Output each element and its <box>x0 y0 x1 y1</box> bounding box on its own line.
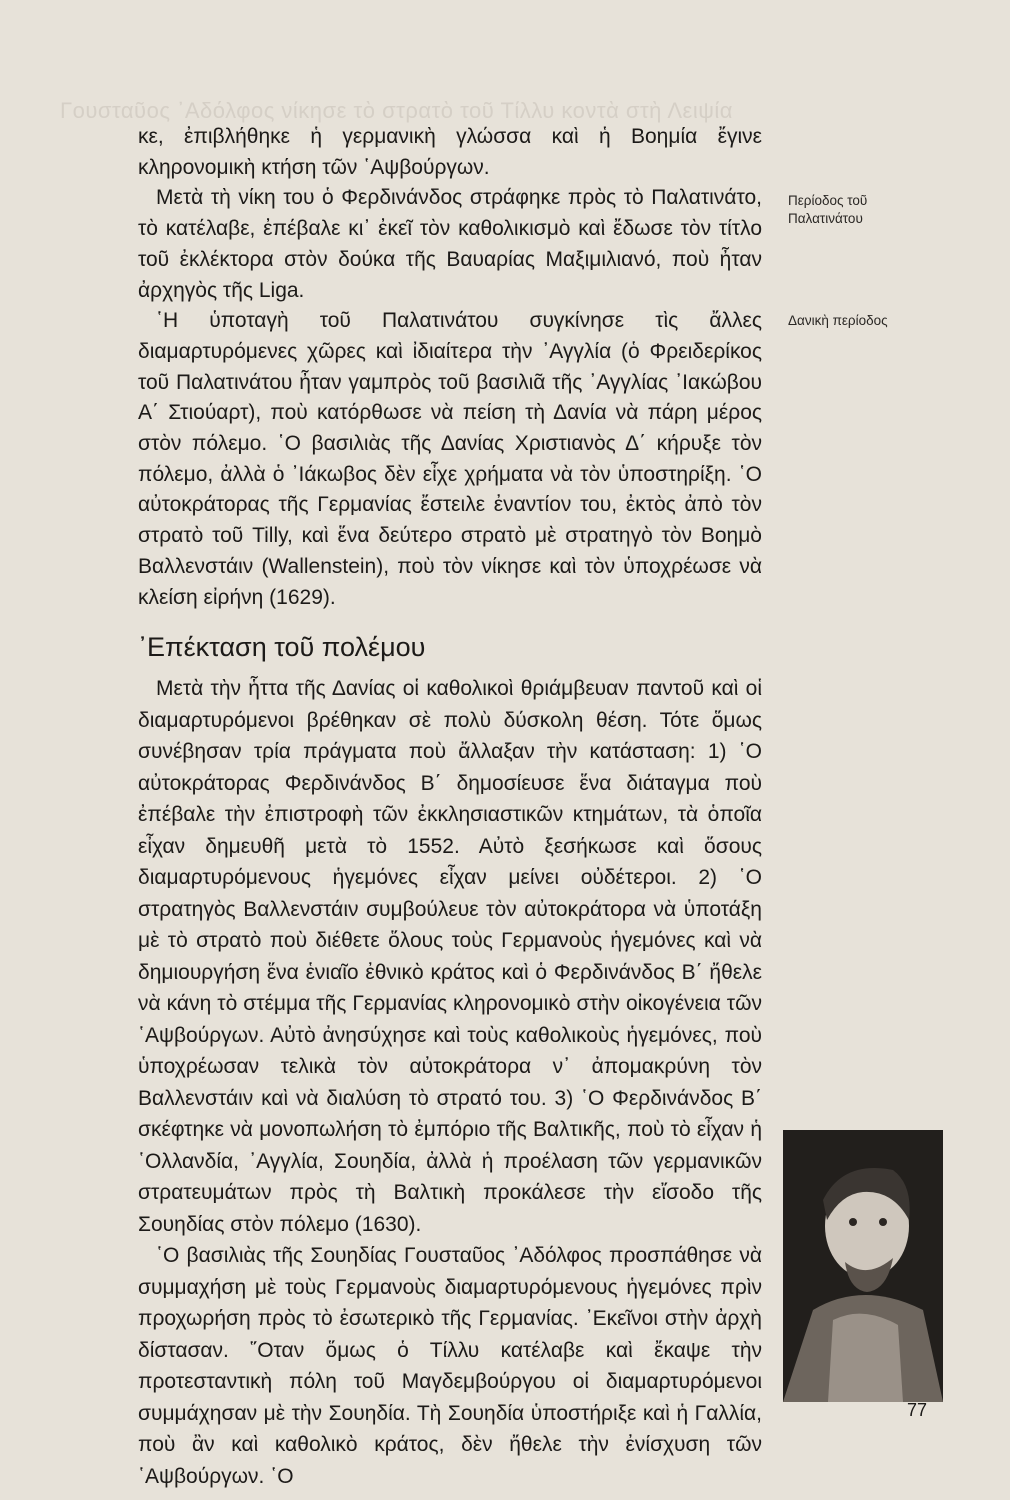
page-number: 77 <box>907 1400 928 1420</box>
margin-note: Δανικὴ περίοδος <box>788 313 888 328</box>
body-text <box>138 122 762 613</box>
portrait-image <box>783 1130 943 1402</box>
paragraph: Μετὰ τὴ νίκη του ὁ Φερδινάνδος στράφηκε πρὸς τὸ Παλατινάτο, τὸ κατέλαβε, ἐπέβαλε κι᾿ ἐκεῖ τὸν καθολικισμὸ καὶ ἔδωσε τὸν τίτλο τοῦ ἐκλέκτορα στὸν δούκα τῆς Βαυαρίας Μαξιμιλιανό, ποὺ ἦταν ἀρχηγὸς τῆς Liga. <box>138 186 762 302</box>
paragraph: Μετὰ τὴν ἧττα τῆς Δανίας οἱ καθολικοὶ θριάμβευαν παντοῦ καὶ οἱ διαμαρτυρόμενοι βρέθηκαν σὲ πολὺ δύσκολη θέση. Τότε ὅμως συνέβησαν τρία πράγματα ποὺ ἄλλαξαν τὴν κατάσταση: 1) ῾Ο αὐτοκράτορας Φερδινάνδος Β΄ δημοσίευσε ἕνα διάταγμα ποὺ ἐπέβαλε τὴν ἐπιστροφὴ τῶν ἐκκλησιαστικῶν κτημάτων, τὰ ὁποῖα εἶχαν δημευθῆ μετὰ τὸ 1552. Αὐτὸ ξεσήκωσε καὶ ὅσους διαμαρτυρόμενους ἡγεμόνες εἶχαν μείνει οὐδέτεροι. 2) ῾Ο στρατηγὸς Βαλλενστάιν συμβούλευε τὸν αὐτοκράτορα νὰ ὑποτάξη μὲ τὸ στρατὸ ποὺ διέθετε ὅλους τοὺς Γερμανοὺς ἡγεμόνες καὶ νὰ δημιουργήση ἕνα ἑνιαῖο ἐθνικὸ κράτος καὶ ὁ Φερδινάνδος Β΄ ἤθελε νὰ κάνη τὸ στέμμα τῆς Γερμανίας κληρονομικὸ στὴν οἰκογένεια τῶν ῾Αψβούργων. Αὐτὸ ἀνησύχησε καὶ τοὺς καθολικοὺς ἡγεμόνες, ποὺ ὑποχρέωσαν τελικὰ τὸν αὐτοκράτορα ν᾿ ἀπομακρύνη τὸν Βαλλενστάιν καὶ νὰ διαλύση τὸ στρατό του. 3) ῾Ο Φερδινάνδος Β΄ σκέφτηκε νὰ μονοπωλήση τὸ ἐμπόριο τῆς Βαλτικῆς, ποὺ τὸ εἶχαν ἡ ῾Ολλανδία, ᾿Αγγλία, Σουηδία, ἀλλὰ ἡ προέλαση τῶν γερμανικῶν στρατευμάτων πρὸς τὴ Βαλτικὴ προκάλεσε τὴν εἴσοδο τῆς Σουηδίας στὸν πόλεμο (1630). <box>138 677 762 1236</box>
bleed-through-text: Γουσταῦος ᾿Αδόλφος νίκησε τὸ στρατὸ τοῦ Τίλλυ κοντὰ στὴ Λειψία <box>60 98 733 123</box>
section-heading: ᾿Επέκταση τοῦ πολέμου <box>138 632 426 662</box>
paragraph: κε, ἐπιβλήθηκε ἡ γερμανικὴ γλώσσα καὶ ἡ Βοημία ἔγινε κληρονομικὴ κτήση τῶν ῾Αψβούργων. <box>138 125 762 179</box>
section-text <box>138 673 762 1492</box>
paragraph: ῾Ο βασιλιὰς τῆς Σουηδίας Γουσταῦος ᾿Αδόλφος προσπάθησε νὰ συμμαχήση μὲ τοὺς Γερμανοὺς διαμαρτυρόμενους ἡγεμόνες πρὶν προχωρήση πρὸς τὸ ἐσωτερικὸ τῆς Γερμανίας. ᾿Εκεῖνοι στὴν ἀρχὴ δίστασαν. ῞Οταν ὅμως ὁ Τίλλυ κατέλαβε καὶ ἔκαψε τὴν προτεσταντικὴ πόλη τοῦ Μαγδεμβούργου οἱ διαμαρτυρόμενοι συμμάχησαν μὲ τὴν Σουηδία. Τὴ Σουηδία ὑποστήριξε καὶ ἡ Γαλλία, ποὺ ἂν καὶ καθολικὸ κράτος, δὲν ἤθελε τὴν ἐνίσχυση τῶν ῾Αψβούργων. ῾Ο <box>138 1244 762 1488</box>
portrait-illustration <box>783 1130 943 1402</box>
margin-note: Περίοδος τοῦ Παλατινάτου <box>788 193 868 226</box>
paragraph: ῾Η ὑποταγὴ τοῦ Παλατινάτου συγκίνησε τὶς ἄλλες διαμαρτυρόμενες χῶρες καὶ ἰδιαίτερα τὴν ᾿Αγγλία (ὁ Φρειδερίκος τοῦ Παλατινάτου ἦταν γαμπρὸς τοῦ βασιλιᾶ τῆς ᾿Αγγλίας ᾿Ιακώβου Α΄ Στιούαρτ), ποὺ κατόρθωσε νὰ πείση τὴ Δανία νὰ πάρη μέρος στὸν πόλεμο. ῾Ο βασιλιὰς τῆς Δανίας Χριστιανὸς Δ΄ κήρυξε τὸν πόλεμο, ἀλλὰ ὁ ᾿Ιάκωβος δὲν εἶχε χρήματα νὰ τὸν ὑποστηρίξη. ῾Ο αὐτοκράτορας τῆς Γερμανίας ἔστειλε ἐναντίον του, ἐκτὸς ἀπὸ τὸν στρατὸ τοῦ Tilly, καὶ ἕνα δεύτερο στρατὸ μὲ στρατηγὸ τὸν Βοημὸ Βαλλενστάιν (Wallenstein), ποὺ τὸν νίκησε καὶ τὸν ὑποχρέωσε νὰ κλείση εἰρήνη (1629). <box>138 309 762 609</box>
